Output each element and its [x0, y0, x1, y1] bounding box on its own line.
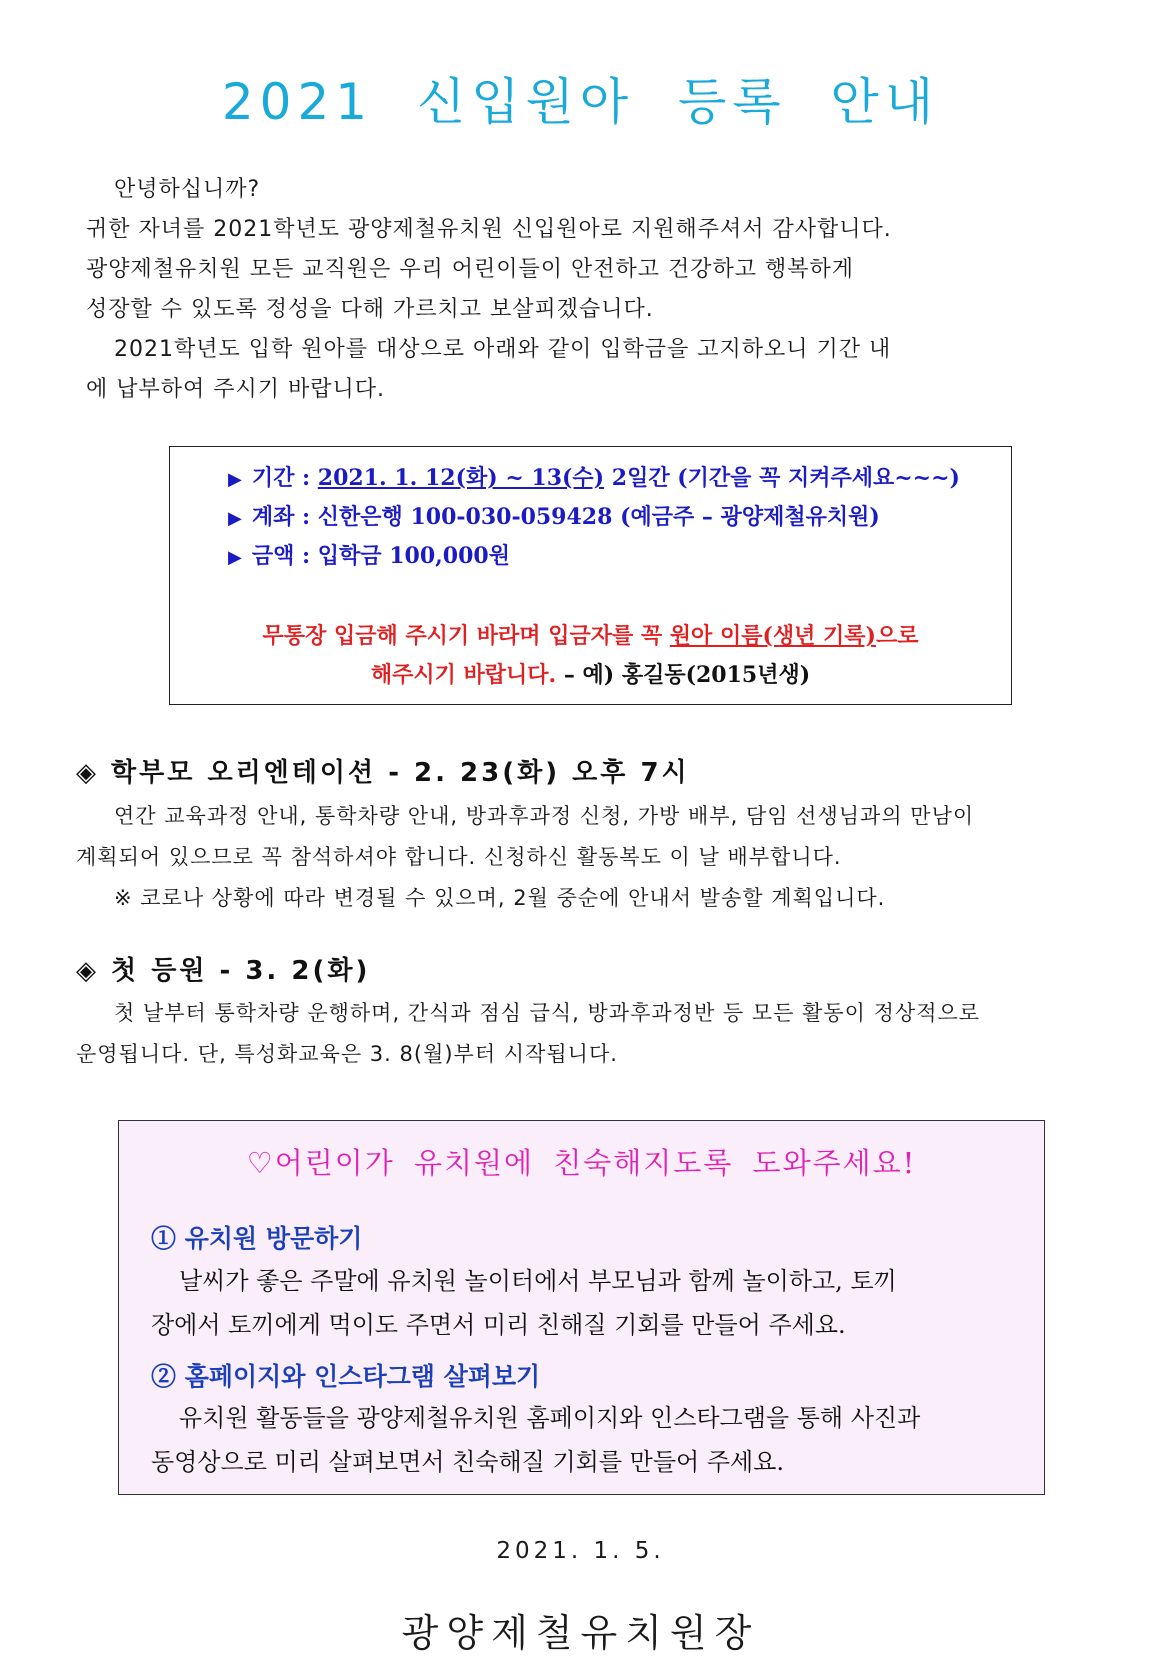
deposit-notice-cont [170, 658, 1011, 689]
amount-value: 입학금 100,000원 [317, 543, 510, 569]
intro-line: 귀한 자녀를 2021학년도 광양제철유치원 신입원아로 지원해주셔서 감사합니다. [86, 217, 892, 242]
orientation-line: 계획되어 있으므로 꼭 참석하셔야 합니다. 신청하신 활동복도 이 날 배부합니다. [76, 845, 842, 869]
first-day-line: 첫 날부터 통학차량 운행하며, 간식과 점심 급식, 방과후과정반 등 모든 활동이 정상적으로 [114, 1001, 981, 1025]
orientation-line: 연간 교육과정 안내, 통학차량 안내, 방과후과정 신청, 가방 배부, 담임 선생님과의 만남이 [114, 804, 975, 828]
triangle-bullet-icon: ▶ [228, 547, 242, 568]
deposit-notice-text: 으로 [875, 623, 919, 649]
issue-date: 2021. 1. 5. [496, 1538, 665, 1564]
tip1-line: 날씨가 좋은 주말에 유치원 놀이터에서 부모님과 함께 놀이하고, 토끼 [179, 1267, 897, 1295]
account-label: 계좌 : [251, 504, 318, 530]
amount-label: 금액 : [251, 543, 318, 569]
tip2-line: 동영상으로 미리 살펴보면서 친숙해질 기회를 만들어 주세요. [151, 1448, 785, 1476]
tip1-body [151, 1259, 1031, 1347]
tip1-title: ① 유치원 방문하기 [151, 1224, 363, 1253]
intro-line: 2021학년도 입학 원아를 대상으로 아래와 같이 입학금을 고지하오니 기간 내 [114, 337, 892, 362]
intro-line: 광양제철유치원 모든 교직원은 우리 어린이들이 안전하고 건강하고 행복하게 [86, 257, 855, 282]
account-value: 신한은행 100-030-059428 (예금주 – 광양제철유치원) [317, 504, 880, 530]
orientation-heading: ◈ 학부모 오리엔테이션 - 2. 23(화) 오후 7시 [76, 758, 690, 788]
deposit-notice-text: 무통장 입금해 주시기 바라며 입금자를 꼭 [262, 623, 670, 649]
period-note: 2일간 (기간을 꼭 지켜주세요~~~) [604, 465, 960, 491]
tips-title: ♡어린이가 유치원에 친숙해지도록 도와주세요! [246, 1146, 917, 1180]
signer-name: 광양제철유치원장 [401, 1611, 760, 1655]
tip2-line: 유치원 활동들을 광양제철유치원 홈페이지와 인스타그램을 통해 사진과 [179, 1404, 921, 1432]
account-row [228, 500, 880, 531]
page-title: 2021 신입원아 등록 안내 [221, 73, 940, 131]
triangle-bullet-icon: ▶ [228, 469, 242, 490]
deposit-notice-text: 해주시기 바랍니다. [370, 662, 564, 688]
tip2-title: ② 홈페이지와 인스타그램 살펴보기 [151, 1362, 541, 1391]
intro-paragraph [86, 170, 1096, 410]
orientation-note: ※ 코로나 상황에 따라 변경될 수 있으며, 2월 중순에 안내서 발송할 계획입니다. [114, 886, 886, 910]
deposit-notice [170, 619, 1011, 650]
deposit-notice-emphasis: 원아 이름(생년 기록) [669, 623, 876, 649]
orientation-body [76, 796, 1096, 919]
period-value: 2021. 1. 12(화) ~ 13(수) [317, 465, 605, 491]
first-day-heading: ◈ 첫 등원 - 3. 2(화) [76, 956, 371, 986]
first-day-line: 운영됩니다. 단, 특성화교육은 3. 8(월)부터 시작됩니다. [76, 1042, 618, 1066]
tips-box [118, 1120, 1045, 1495]
intro-line: 성장할 수 있도록 정성을 다해 가르치고 보살피겠습니다. [86, 297, 654, 322]
triangle-bullet-icon: ▶ [228, 508, 242, 529]
period-row [228, 461, 960, 492]
tip2-body [151, 1396, 1031, 1484]
tip1-line: 장에서 토끼에게 먹이도 주면서 미리 친해질 기회를 만들어 주세요. [151, 1311, 846, 1339]
intro-line: 에 납부하여 주시기 바랍니다. [86, 377, 385, 402]
payment-info-box [169, 446, 1012, 705]
first-day-body [76, 993, 1096, 1075]
period-label: 기간 : [251, 465, 318, 491]
deposit-example: – 예) 홍길동(2015년생) [563, 662, 811, 688]
greeting: 안녕하십니까? [114, 177, 261, 202]
amount-row [228, 539, 510, 570]
